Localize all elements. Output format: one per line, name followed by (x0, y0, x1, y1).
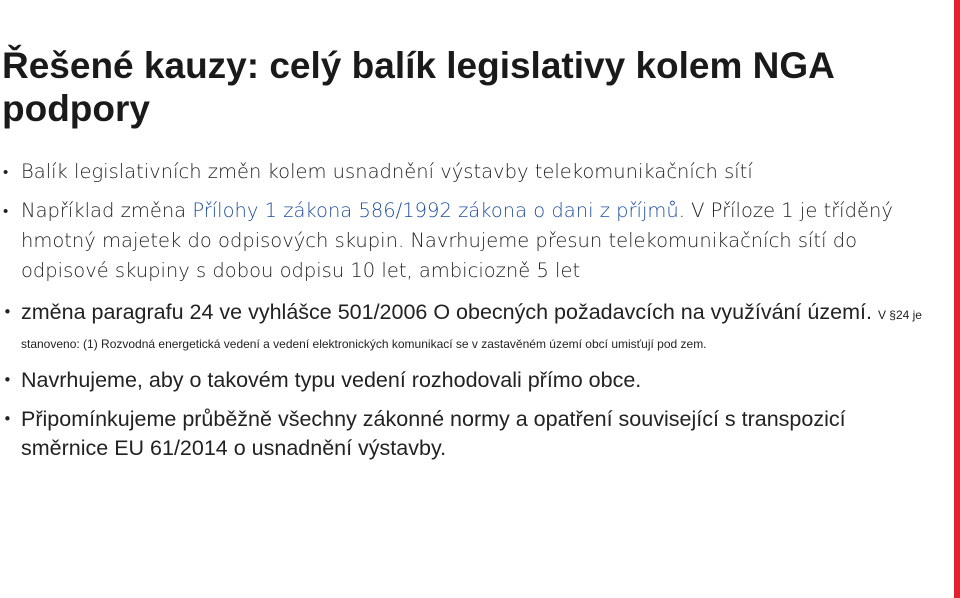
bullet-list (0, 157, 925, 463)
bullet-icon: • (3, 202, 9, 220)
bullet-text: Připomínkujeme průběžně všechny zákonné normy a opatření související s transpozicí směrnice EU 61/2014 o usnadnění výstavby. (21, 407, 846, 460)
bullet-icon: • (3, 163, 9, 181)
bullet-item (0, 366, 925, 395)
bullet-item (0, 298, 925, 356)
law-link[interactable]: Přílohy 1 zákona 586/1992 zákona o dani z příjmů (192, 199, 679, 222)
bullet-icon: • (3, 410, 12, 428)
bullet-note: V §24 je stanoveno: (1) Rozvodná energetická vedení a vedení elektronických komunikací se v zastavěném území obcí umisťují pod zem. (21, 308, 922, 351)
bullet-text: Například změna (21, 199, 193, 222)
bullet-icon: • (3, 303, 12, 321)
bullet-item (0, 157, 925, 187)
bullet-text: Balík legislativních změn kolem usnadnění výstavby telekomunikačních sítí (21, 160, 753, 183)
bullet-text: . V Příloze 1 je tříděný hmotný majetek do odpisových skupin. Navrhujeme přesun telekomunikačních sítí do odpisové skupiny s dobou odpisu 10 let, ambiciozně 5 let (21, 199, 893, 282)
bullet-item (0, 405, 925, 463)
bullet-text: změna paragrafu 24 ve vyhlášce 501/2006 O obecných požadavcích na využívání území. (21, 300, 878, 324)
slide-title: Řešené kauzy: celý balík legislativy kolem NGA podpory (2, 45, 834, 129)
bullet-icon: • (3, 371, 12, 389)
bullet-item (0, 196, 925, 286)
accent-edge-bar (954, 0, 960, 598)
bullet-text: Navrhujeme, aby o takovém typu vedení rozhodovali přímo obce. (21, 368, 642, 392)
